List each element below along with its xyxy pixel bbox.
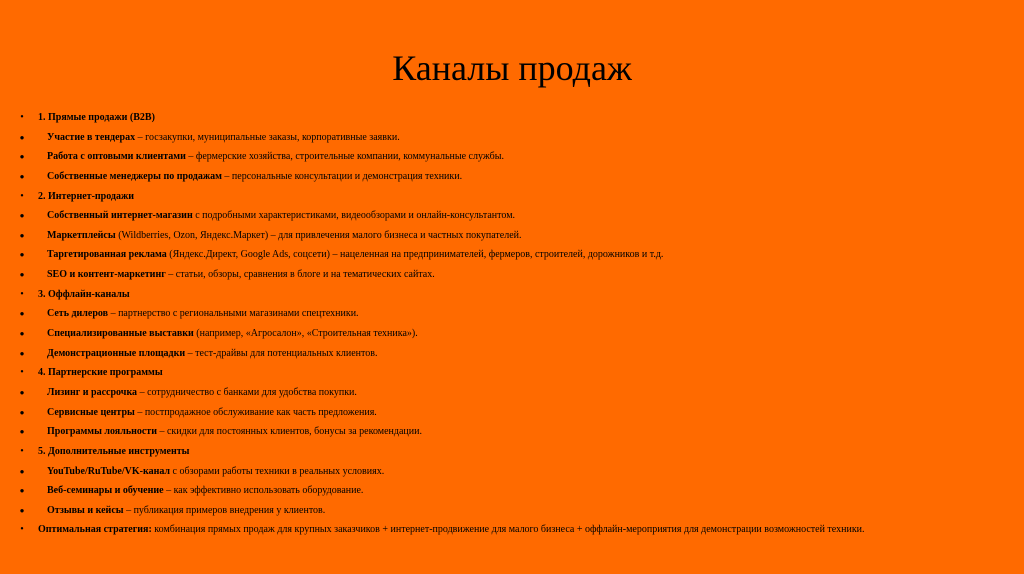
item-bold-text: 5. Дополнительные инструменты [38, 445, 190, 457]
list-item [0, 147, 1024, 167]
item-description: с подробными характеристиками, видеообзорами и онлайн-консультантом. [192, 210, 516, 222]
item-text [47, 344, 377, 364]
item-bold-text: Собственный интернет-магазин [47, 210, 193, 222]
bullet-icon: ● [19, 309, 25, 319]
section-heading [0, 187, 1024, 207]
bullet-icon: ● [19, 505, 25, 515]
bullet-icon: ● [19, 329, 25, 339]
item-description: – постпродажное обслуживание как часть предложения. [134, 406, 377, 418]
item-text [47, 304, 359, 324]
item-text [38, 187, 134, 207]
bullet-icon: ● [19, 211, 25, 221]
item-bold-text: Сеть дилеров [47, 308, 109, 320]
bullet-icon: ● [19, 230, 25, 240]
bullet-icon: ● [19, 171, 25, 181]
item-text [47, 501, 325, 521]
item-description: – фермерские хозяйства, строительные компании, коммунальные службы. [185, 151, 504, 163]
content-list [0, 108, 1024, 540]
bullet-icon: ● [19, 270, 25, 280]
item-description: – тест-драйвы для потенциальных клиентов. [185, 347, 378, 359]
bullet-icon: • [20, 445, 24, 457]
item-bold-text: SEO и контент-маркетинг [47, 269, 166, 281]
list-item [0, 481, 1024, 501]
item-text [47, 403, 377, 423]
item-text [47, 226, 522, 246]
bullet-icon: ● [19, 250, 25, 260]
item-bold-text: Оптимальная стратегия: [38, 524, 152, 536]
item-description: – госзакупки, муниципальные заказы, корпоративные заявки. [135, 131, 400, 143]
item-bold-text: Веб-семинары и обучение [47, 485, 164, 497]
item-bold-text: 2. Интернет-продажи [38, 190, 135, 202]
item-text [47, 167, 462, 187]
item-text [47, 265, 435, 285]
item-text [47, 422, 422, 442]
list-item [0, 324, 1024, 344]
list-item [0, 403, 1024, 423]
item-bold-text: Программы лояльности [47, 426, 157, 438]
item-description: (например, «Агросалон», «Строительная техника»). [193, 328, 418, 340]
list-item [0, 383, 1024, 403]
section-heading [0, 442, 1024, 462]
section-heading [0, 285, 1024, 305]
item-description: комбинация прямых продаж для крупных заказчиков + интернет-продвижение для малого бизнеса + оффлайн-мероприятия для демонстрации возможностей техники. [151, 524, 865, 536]
bullet-icon: ● [19, 387, 25, 397]
list-item [0, 344, 1024, 364]
item-text [47, 245, 663, 265]
bullet-icon: ● [19, 348, 25, 358]
list-item [0, 422, 1024, 442]
item-bold-text: Специализированные выставки [47, 328, 194, 340]
item-bold-text: Участие в тендерах [47, 131, 136, 143]
item-description: – персональные консультации и демонстрация техники. [221, 170, 463, 182]
item-bold-text: Таргетированная реклама [47, 249, 167, 261]
item-description: – партнерство с региональными магазинами спецтехники. [108, 308, 359, 320]
list-item [0, 167, 1024, 187]
item-bold-text: Работа с оптовыми клиентами [47, 151, 186, 163]
item-text [47, 383, 357, 403]
item-bold-text: Сервисные центры [47, 406, 135, 418]
bullet-icon: • [20, 367, 24, 379]
item-bold-text: Собственные менеджеры по продажам [47, 170, 222, 182]
item-bold-text: Отзывы и кейсы [47, 504, 124, 516]
slide-title: Каналы продаж [392, 48, 632, 88]
bullet-icon: • [20, 190, 24, 202]
bullet-icon: ● [19, 427, 25, 437]
list-item [0, 245, 1024, 265]
list-item [0, 128, 1024, 148]
bullet-icon: ● [19, 132, 25, 142]
section-heading [0, 108, 1024, 128]
item-text [47, 147, 504, 167]
bullet-icon: ● [19, 466, 25, 476]
bullet-icon: ● [19, 152, 25, 162]
item-text [47, 128, 400, 148]
item-description: – статьи, обзоры, сравнения в блоге и на тематических сайтах. [165, 269, 435, 281]
item-description: с обзорами работы техники в реальных условиях. [170, 465, 385, 477]
item-bold-text: Демонстрационные площадки [47, 347, 186, 359]
list-item [0, 265, 1024, 285]
item-text [47, 206, 515, 226]
item-text [47, 462, 384, 482]
item-bold-text: Маркетплейсы [47, 229, 116, 241]
item-text [47, 324, 418, 344]
list-item [0, 206, 1024, 226]
item-text [38, 285, 130, 305]
item-description: – скидки для постоянных клиентов, бонусы за рекомендации. [156, 426, 422, 438]
item-description: – публикация примеров внедрения у клиентов. [123, 504, 326, 516]
item-description: (Wildberries, Ozon, Яндекс.Маркет) – для привлечения малого бизнеса и частных покупателей. [115, 229, 522, 241]
item-bold-text: YouTube/RuTube/VK-канал [47, 465, 171, 477]
item-description: (Яндекс.Директ, Google Ads, соцсети) – нацеленная на предпринимателей, фермеров, строителей, дорожников и т.д. [166, 249, 664, 261]
list-item [0, 501, 1024, 521]
item-description: – как эффективно использовать оборудование. [163, 485, 364, 497]
item-text [38, 363, 163, 383]
item-text [38, 108, 155, 128]
strategy-summary [0, 520, 1024, 540]
bullet-icon: • [20, 288, 24, 300]
section-heading [0, 363, 1024, 383]
item-bold-text: 1. Прямые продажи (B2B) [38, 112, 155, 123]
bullet-icon: ● [19, 486, 25, 496]
bullet-icon: • [20, 524, 24, 536]
item-bold-text: 4. Партнерские программы [38, 367, 163, 379]
bullet-icon: ● [19, 407, 25, 417]
item-description: – сотрудничество с банками для удобства покупки. [137, 386, 357, 398]
item-text [38, 442, 189, 462]
list-item [0, 462, 1024, 482]
list-item [0, 226, 1024, 246]
bullet-icon: • [20, 112, 24, 123]
item-text [47, 481, 363, 501]
item-bold-text: 3. Оффлайн-каналы [38, 288, 130, 300]
list-item [0, 304, 1024, 324]
item-bold-text: Лизинг и рассрочка [47, 386, 138, 398]
item-text [38, 520, 865, 540]
